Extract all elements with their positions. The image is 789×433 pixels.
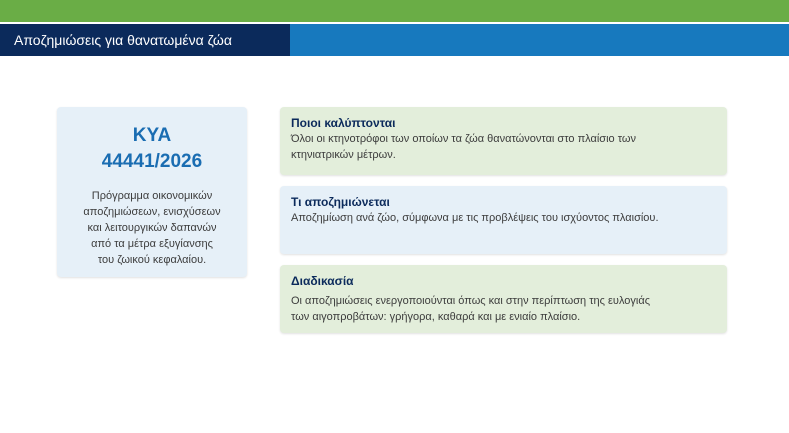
card-text [291, 210, 715, 226]
card-text [291, 131, 715, 163]
card-text-line: Οι αποζημιώσεις ενεργοποιούνται όπως και στην περίπτωση της ευλογιάς [291, 295, 650, 307]
card-text-line: των αιγοπροβάτων: γρήγορα, καθαρά και με ενιαίο πλαίσιο. [291, 311, 581, 323]
kya-title-line-1: ΚΥΑ [132, 125, 172, 146]
top-color-band [0, 0, 789, 22]
card-text-line: Αποζημίωση ανά ζώο, σύμφωνα με τις προβλέψεις του ισχύοντος πλαισίου. [291, 212, 659, 224]
card-heading: Διαδικασία [291, 274, 354, 288]
card-who-is-covered [280, 107, 727, 175]
kya-description [69, 188, 235, 268]
kya-description-line: Πρόγραμμα οικονομικών [91, 190, 213, 202]
page-title: Αποζημιώσεις για θανατωμένα ζώα [0, 24, 290, 56]
kya-title-line-2: 44441/2026 [101, 151, 203, 172]
card-heading: Ποιοι καλύπτονται [291, 116, 396, 130]
card-what-is-compensated [280, 186, 727, 254]
card-heading: Τι αποζημιώνεται [291, 195, 390, 209]
card-text [291, 293, 715, 325]
kya-description-line: από τα μέτρα εξυγίανσης [91, 238, 213, 250]
kya-description-line: και λειτουργικών δαπανών [87, 222, 217, 234]
card-text-line: κτηνιατρικών μέτρων. [291, 149, 396, 161]
kya-card [57, 107, 247, 277]
card-procedure [280, 265, 727, 333]
title-bar [0, 24, 789, 56]
kya-description-line: αποζημιώσεων, ενισχύσεων [83, 206, 221, 218]
card-text-line: Όλοι οι κτηνοτρόφοι των οποίων τα ζώα θανατώνονται στο πλαίσιο των [291, 133, 636, 145]
kya-description-line: του ζωικού κεφαλαίου. [97, 254, 207, 266]
kya-title [57, 123, 247, 175]
